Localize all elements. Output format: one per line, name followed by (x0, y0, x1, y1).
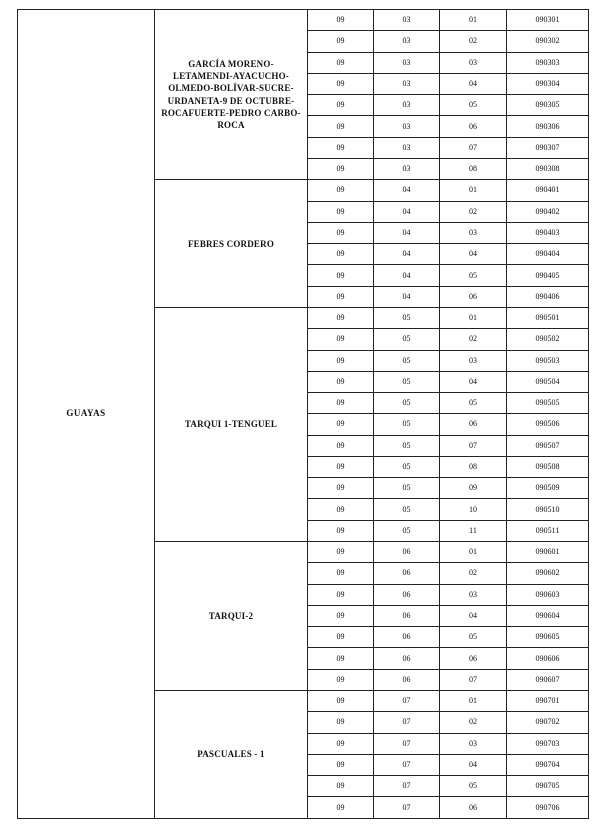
province-code-cell: 09 (308, 73, 374, 94)
province-code-cell: 09 (308, 158, 374, 179)
province-code-cell: 09 (308, 265, 374, 286)
full-code-cell: 090703 (507, 733, 589, 754)
full-code-cell: 090306 (507, 116, 589, 137)
full-code-cell: 090305 (507, 95, 589, 116)
sector-number-cell: 02 (440, 329, 507, 350)
zone-code-cell: 04 (374, 265, 440, 286)
zone-code-cell: 03 (374, 52, 440, 73)
sector-number-cell: 03 (440, 222, 507, 243)
full-code-cell: 090607 (507, 669, 589, 690)
zone-code-cell: 03 (374, 116, 440, 137)
sector-number-cell: 08 (440, 456, 507, 477)
full-code-cell: 090702 (507, 712, 589, 733)
sector-number-cell: 04 (440, 73, 507, 94)
zone-code-cell: 06 (374, 605, 440, 626)
zone-code-cell: 06 (374, 669, 440, 690)
sector-name-cell: FEBRES CORDERO (155, 180, 308, 308)
sector-number-cell: 04 (440, 754, 507, 775)
sector-number-cell: 05 (440, 265, 507, 286)
zone-code-cell: 05 (374, 371, 440, 392)
full-code-cell: 090506 (507, 414, 589, 435)
full-code-cell: 090507 (507, 435, 589, 456)
sector-name-cell: GARCÍA MORENO-LETAMENDI-AYACUCHO-OLMEDO-BOLÍVAR-SUCRE-URDANETA-9 DE OCTUBRE-ROCAFUERTE-PEDRO CARBO-ROCA (155, 10, 308, 180)
province-code-cell: 09 (308, 797, 374, 818)
zone-code-cell: 05 (374, 307, 440, 328)
full-code-cell: 090502 (507, 329, 589, 350)
zone-code-cell: 03 (374, 137, 440, 158)
zone-code-cell: 05 (374, 499, 440, 520)
full-code-cell: 090601 (507, 542, 589, 563)
full-code-cell: 090706 (507, 797, 589, 818)
sector-number-cell: 06 (440, 116, 507, 137)
zone-code-cell: 03 (374, 10, 440, 31)
full-code-cell: 090701 (507, 691, 589, 712)
zone-code-cell: 04 (374, 180, 440, 201)
sector-number-cell: 03 (440, 733, 507, 754)
zone-code-cell: 03 (374, 31, 440, 52)
sector-number-cell: 02 (440, 563, 507, 584)
zone-code-cell: 06 (374, 563, 440, 584)
full-code-cell: 090303 (507, 52, 589, 73)
sector-number-cell: 02 (440, 712, 507, 733)
sector-name-cell: PASCUALES - 1 (155, 691, 308, 819)
zone-code-cell: 06 (374, 542, 440, 563)
sector-number-cell: 05 (440, 393, 507, 414)
zone-code-table-body (18, 10, 589, 819)
zone-code-cell: 05 (374, 520, 440, 541)
full-code-cell: 090404 (507, 244, 589, 265)
province-code-cell: 09 (308, 286, 374, 307)
province-code-cell: 09 (308, 95, 374, 116)
sector-number-cell: 01 (440, 10, 507, 31)
zone-code-cell: 06 (374, 627, 440, 648)
full-code-cell: 090308 (507, 158, 589, 179)
full-code-cell: 090508 (507, 456, 589, 477)
zone-code-cell: 07 (374, 797, 440, 818)
full-code-cell: 090501 (507, 307, 589, 328)
zone-code-cell: 07 (374, 733, 440, 754)
province-code-cell: 09 (308, 712, 374, 733)
full-code-cell: 090302 (507, 31, 589, 52)
full-code-cell: 090402 (507, 201, 589, 222)
full-code-cell: 090406 (507, 286, 589, 307)
sector-number-cell: 05 (440, 627, 507, 648)
zone-code-cell: 06 (374, 584, 440, 605)
table-row (18, 10, 589, 31)
sector-number-cell: 01 (440, 542, 507, 563)
province-cell: GUAYAS (18, 10, 155, 819)
province-code-cell: 09 (308, 414, 374, 435)
zone-code-table (17, 9, 589, 819)
sector-number-cell: 03 (440, 52, 507, 73)
zone-code-cell: 04 (374, 222, 440, 243)
province-code-cell: 09 (308, 350, 374, 371)
full-code-cell: 090510 (507, 499, 589, 520)
province-code-cell: 09 (308, 499, 374, 520)
sector-number-cell: 09 (440, 478, 507, 499)
full-code-cell: 090504 (507, 371, 589, 392)
full-code-cell: 090304 (507, 73, 589, 94)
province-code-cell: 09 (308, 627, 374, 648)
full-code-cell: 090401 (507, 180, 589, 201)
zone-code-cell: 07 (374, 691, 440, 712)
full-code-cell: 090604 (507, 605, 589, 626)
province-code-cell: 09 (308, 137, 374, 158)
province-code-cell: 09 (308, 393, 374, 414)
sector-number-cell: 06 (440, 797, 507, 818)
sector-number-cell: 01 (440, 180, 507, 201)
province-code-cell: 09 (308, 691, 374, 712)
province-code-cell: 09 (308, 180, 374, 201)
sector-number-cell: 02 (440, 31, 507, 52)
full-code-cell: 090503 (507, 350, 589, 371)
sector-number-cell: 04 (440, 605, 507, 626)
sector-number-cell: 05 (440, 95, 507, 116)
province-code-cell: 09 (308, 754, 374, 775)
province-code-cell: 09 (308, 733, 374, 754)
province-code-cell: 09 (308, 669, 374, 690)
zone-code-cell: 07 (374, 712, 440, 733)
sector-number-cell: 03 (440, 584, 507, 605)
zone-code-cell: 04 (374, 244, 440, 265)
zone-code-cell: 04 (374, 201, 440, 222)
sector-number-cell: 07 (440, 669, 507, 690)
zone-code-cell: 05 (374, 456, 440, 477)
sector-number-cell: 01 (440, 691, 507, 712)
province-code-cell: 09 (308, 116, 374, 137)
sector-number-cell: 07 (440, 137, 507, 158)
sector-number-cell: 04 (440, 244, 507, 265)
province-code-cell: 09 (308, 563, 374, 584)
sector-number-cell: 01 (440, 307, 507, 328)
province-code-cell: 09 (308, 329, 374, 350)
province-code-cell: 09 (308, 605, 374, 626)
province-code-cell: 09 (308, 584, 374, 605)
zone-code-cell: 05 (374, 435, 440, 456)
full-code-cell: 090505 (507, 393, 589, 414)
full-code-cell: 090705 (507, 776, 589, 797)
full-code-cell: 090605 (507, 627, 589, 648)
province-code-cell: 09 (308, 776, 374, 797)
full-code-cell: 090301 (507, 10, 589, 31)
province-code-cell: 09 (308, 52, 374, 73)
province-code-cell: 09 (308, 542, 374, 563)
full-code-cell: 090602 (507, 563, 589, 584)
zone-code-cell: 03 (374, 158, 440, 179)
province-code-cell: 09 (308, 648, 374, 669)
province-code-cell: 09 (308, 31, 374, 52)
full-code-cell: 090403 (507, 222, 589, 243)
province-code-cell: 09 (308, 520, 374, 541)
sector-number-cell: 10 (440, 499, 507, 520)
zone-code-cell: 03 (374, 95, 440, 116)
province-code-cell: 09 (308, 478, 374, 499)
zone-code-cell: 04 (374, 286, 440, 307)
zone-code-cell: 06 (374, 648, 440, 669)
full-code-cell: 090509 (507, 478, 589, 499)
sector-number-cell: 02 (440, 201, 507, 222)
zone-code-cell: 05 (374, 478, 440, 499)
province-code-cell: 09 (308, 371, 374, 392)
sector-number-cell: 04 (440, 371, 507, 392)
sector-number-cell: 07 (440, 435, 507, 456)
full-code-cell: 090606 (507, 648, 589, 669)
sector-number-cell: 06 (440, 414, 507, 435)
zone-code-cell: 05 (374, 414, 440, 435)
sector-number-cell: 11 (440, 520, 507, 541)
zone-code-cell: 03 (374, 73, 440, 94)
full-code-cell: 090405 (507, 265, 589, 286)
province-code-cell: 09 (308, 244, 374, 265)
full-code-cell: 090603 (507, 584, 589, 605)
sector-name-cell: TARQUI-2 (155, 542, 308, 691)
sector-name-cell: TARQUI 1-TENGUEL (155, 307, 308, 541)
full-code-cell: 090511 (507, 520, 589, 541)
province-code-cell: 09 (308, 435, 374, 456)
sector-number-cell: 06 (440, 648, 507, 669)
zone-code-cell: 07 (374, 776, 440, 797)
full-code-cell: 090704 (507, 754, 589, 775)
sector-number-cell: 06 (440, 286, 507, 307)
zone-code-cell: 05 (374, 329, 440, 350)
province-code-cell: 09 (308, 10, 374, 31)
sector-number-cell: 08 (440, 158, 507, 179)
sector-number-cell: 05 (440, 776, 507, 797)
sector-number-cell: 03 (440, 350, 507, 371)
province-code-cell: 09 (308, 307, 374, 328)
province-code-cell: 09 (308, 456, 374, 477)
province-code-cell: 09 (308, 222, 374, 243)
zone-code-cell: 05 (374, 350, 440, 371)
zone-code-cell: 07 (374, 754, 440, 775)
zone-code-cell: 05 (374, 393, 440, 414)
full-code-cell: 090307 (507, 137, 589, 158)
province-code-cell: 09 (308, 201, 374, 222)
